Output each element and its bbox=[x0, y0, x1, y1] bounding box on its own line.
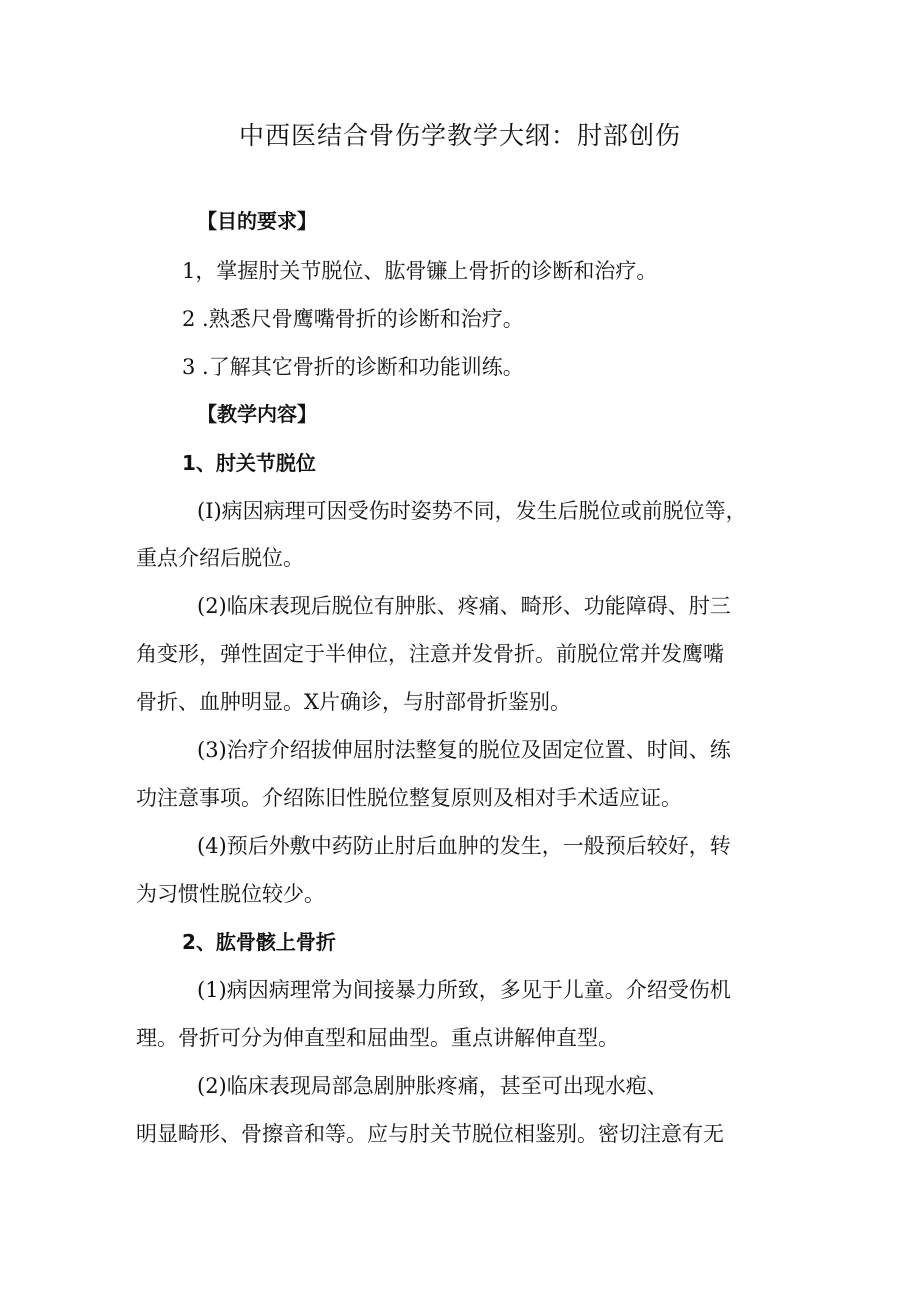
paragraph-line: (3)治疗介绍拔伸屈肘法整复的脱位及固定位置、时间、练 bbox=[197, 738, 731, 762]
paragraph-line: 骨折、血肿明显。X片确诊，与肘部骨折鉴别。 bbox=[136, 690, 571, 714]
objectives-heading: 【目的要求】 bbox=[197, 209, 317, 233]
paragraph-line: 角变形，弹性固定于半伸位，注意并发骨折。前脱位常并发鹰嘴 bbox=[136, 642, 724, 666]
objective-item: 1，掌握肘关节脱位、肱骨镰上骨折的诊断和治疗。 bbox=[182, 259, 658, 283]
paragraph-line: 为习惯性脱位较少。 bbox=[136, 882, 325, 906]
objective-item: 2 .熟悉尺骨鹰嘴骨折的诊断和治疗。 bbox=[182, 307, 524, 331]
paragraph-line: 重点介绍后脱位。 bbox=[136, 546, 304, 570]
document-title: 中西医结合骨伤学教学大纲：肘部创伤 bbox=[238, 121, 681, 150]
paragraph-line: 明显畸形、骨擦音和等。应与肘关节脱位相鉴别。密切注意有无 bbox=[136, 1122, 724, 1146]
paragraph-line: (2)临床表现局部急剧肿胀疼痛，甚至可出现水疱、 bbox=[197, 1074, 668, 1098]
paragraph-line: 理。骨折可分为伸直型和屈曲型。重点讲解伸直型。 bbox=[136, 1026, 619, 1050]
section-heading: 2、肱骨骸上骨折 bbox=[182, 930, 336, 954]
paragraph-line: (4)预后外敷中药防止肘后血肿的发生，一般预后较好，转 bbox=[197, 834, 731, 858]
section-heading: 1、肘关节脱位 bbox=[182, 451, 316, 475]
content-heading: 【教学内容】 bbox=[197, 402, 317, 426]
objective-item: 3 .了解其它骨折的诊断和功能训练。 bbox=[182, 355, 524, 379]
paragraph-line: (1)病因病理常为间接暴力所致，多见于儿童。介绍受伤机 bbox=[197, 978, 731, 1002]
paragraph-line: (I)病因病理可因受伤时姿势不同，发生后脱位或前脱位等， bbox=[197, 499, 747, 523]
paragraph-line: (2)临床表现后脱位有肿胀、疼痛、畸形、功能障碍、肘三 bbox=[197, 594, 731, 618]
paragraph-line: 功注意事项。介绍陈旧性脱位整复原则及相对手术适应证。 bbox=[136, 786, 682, 810]
